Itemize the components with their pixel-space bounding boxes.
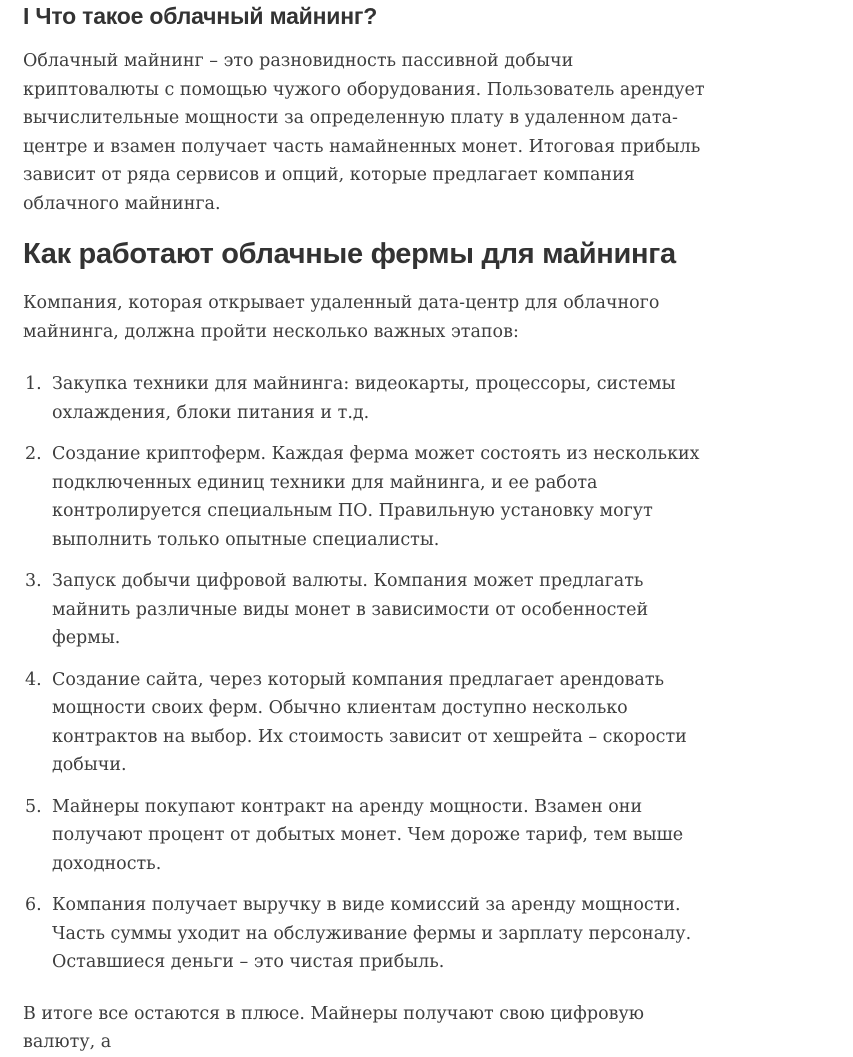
list-item-number: 3.	[25, 571, 42, 591]
list-item-text: Создание сайта, через который компания предлагает арендовать мощности своих ферм. Обычно клиентам доступно несколько контрактов на выбор. Их стоимость зависит от хешрейта – скорости добычи.	[52, 669, 687, 775]
steps-list	[23, 370, 713, 977]
section-heading: I Что такое облачный майнинг?	[23, 3, 378, 29]
list-item	[23, 891, 713, 977]
list-item-number: 6.	[25, 895, 42, 915]
list-item-text: Запуск добычи цифровой валюты. Компания может предлагать майнить различные виды монет в зависимости от особенностей фермы.	[52, 571, 649, 648]
closing-paragraph: В итоге все остаются в плюсе. Майнеры получают свою цифровую валюту, а	[23, 1003, 645, 1052]
list-item-number: 5.	[25, 796, 42, 817]
list-item	[23, 666, 713, 780]
list-item-text: Создание криптоферм. Каждая ферма может состоять из нескольких подключенных единиц техники для майнинга, и ее работа контролируется специальным ПО. Правильную установку могут выполнить только опытные специалисты.	[52, 444, 700, 550]
list-item	[23, 567, 713, 653]
main-heading: Как работают облачные фермы для майнинга	[23, 238, 676, 270]
list-item-text: Компания получает выручку в виде комиссий за аренду мощности. Часть суммы уходит на обслуживание фермы и зарплату персоналу. Оставшиеся деньги – это чистая прибыль.	[52, 895, 692, 972]
list-item-number: 2.	[25, 444, 42, 464]
intro-paragraph: Облачный майнинг – это разновидность пассивной добычи криптовалюты с помощью чужого оборудования. Пользователь арендует вычислительные мощности за определенную плату в удаленном дата-центре и взамен получает часть намайненных монет. Итоговая прибыль зависит от ряда сервисов и опций, которые предлагает компания облачного майнинга.	[23, 51, 705, 214]
list-item	[23, 793, 713, 879]
list-item	[23, 440, 713, 554]
lead-paragraph: Компания, которая открывает удаленный дата-центр для облачного майнинга, должна пройти несколько важных этапов:	[23, 293, 660, 342]
list-item-text: Майнеры покупают контракт на аренду мощности. Взамен они получают процент от добытых монет. Чем дороже тариф, тем выше доходность.	[52, 796, 684, 874]
list-item-text: Закупка техники для майнинга: видеокарты, процессоры, системы охлаждения, блоки питания и т.д.	[52, 374, 676, 423]
list-item	[23, 370, 713, 427]
list-item-number: 1.	[25, 374, 42, 394]
list-item-number: 4.	[25, 669, 42, 690]
